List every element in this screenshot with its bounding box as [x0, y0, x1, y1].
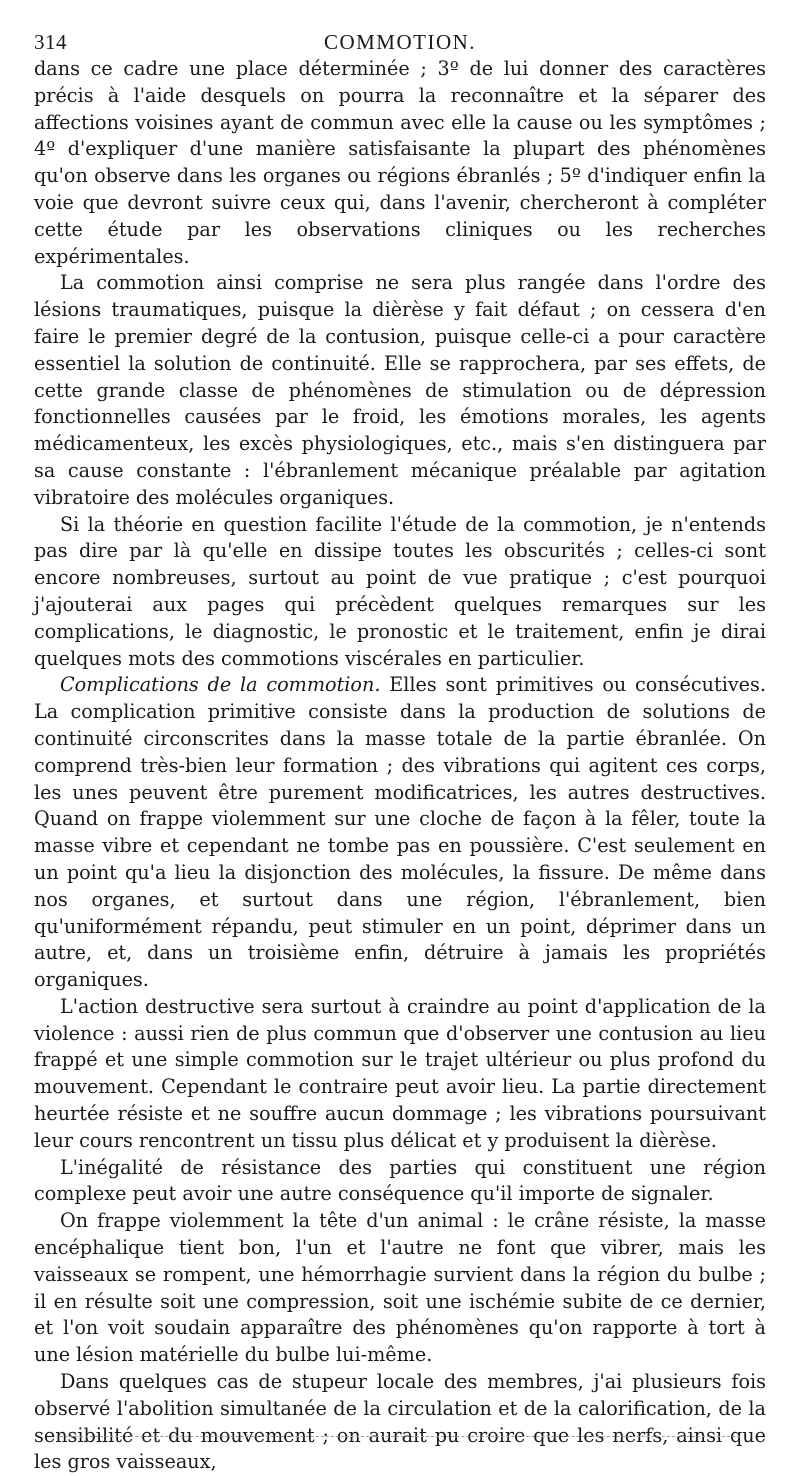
paragraph-text: On frappe violemment la tête d'un animal : le crâne résiste, la masse encéphalique tient bon, l'un et l'autre ne font que vibrer, mais les vaisseaux se rompent, une hémorrhagie survient dans la région du bulbe ; il en résulte soit une compression, soit une ischémie subite de ce dernier, et l'on voit soudain apparaître des phénomènes qu'on rapporte à tort à une lésion matérielle du bulbe lui-même. — [34, 1209, 766, 1367]
page-number: 314 — [34, 30, 67, 54]
paragraph-text: L'action destructive sera surtout à craindre au point d'application de la violence : aussi rien de plus commun que d'observer une contusion au lieu frappé et une simple commotion sur le trajet ultérieur ou plus profond du mouvement. Cependant le contraire peut avoir lieu. La partie directement heurtée résiste et ne souffre aucun dommage ; les vibrations poursuivant leur cours rencontrent un tissu plus délicat et y produisent la dièrèse. — [34, 994, 766, 1152]
paragraph — [34, 1155, 766, 1209]
paragraph-text: dans ce cadre une place déterminée ; 3º de lui donner des caractères précis à l'aide desquels on pourra la reconnaître et la séparer des affections voisines ayant de commun avec elle la cause ou les symptômes ; 4º d'expliquer d'une manière satisfaisante la plupart des phénomènes qu'on observe dans les organes ou régions ébranlés ; 5º d'indiquer enfin la voie que devront suivre ceux qui, dans l'avenir, chercheront à compléter cette étude par les observations cliniques ou les recherches expérimentales. — [34, 57, 766, 268]
bottom-rule — [60, 1436, 740, 1437]
running-title: COMMOTION. — [323, 30, 477, 54]
running-head — [34, 22, 766, 56]
body-text — [34, 56, 766, 1476]
paragraph-text: Si la théorie en question facilite l'étude de la commotion, je n'entends pas dire par là qu'elle en dissipe toutes les obscurités ; celles-ci sont encore nombreuses, surtout au point de vue pratique ; c'est pourquoi j'ajouterai aux pages qui précèdent quelques remarques sur les complications, le diagnostic, le pronostic et le traitement, enfin je dirai quelques mots des commotions viscérales en particulier. — [34, 512, 766, 670]
paragraph — [34, 512, 766, 673]
paragraph-text: La commotion ainsi comprise ne sera plus rangée dans l'ordre des lésions traumatiques, puisque la dièrèse y fait défaut ; on cessera d'en faire le premier degré de la contusion, puisque celle-ci a pour caractère essentiel la solution de continuité. Elle se rapprochera, par ses effets, de cette grande classe de phénomènes de stimulation ou de dépression fonctionnelles causées par le froid, les émotions morales, les agents médicamenteux, les excès physiologiques, etc., mais s'en distinguera par sa cause constante : l'ébranlement mécanique préalable par agitation vibratoire des molécules organiques. — [34, 271, 766, 509]
paragraph — [34, 1208, 766, 1369]
paragraph-text: Dans quelques cas de stupeur locale des membres, j'ai plusieurs fois observé l'abolition simultanée de la circulation et de la calorification, de la sensibilité et du mouvement ; on aurait pu croire que les nerfs, ainsi que les gros vaisseaux, — [34, 1370, 766, 1474]
section-heading-italic: Complications de la commotion. — [60, 673, 381, 697]
paragraph — [34, 994, 766, 1155]
paragraph — [34, 672, 766, 994]
paragraph-text: L'inégalité de résistance des parties qui constituent une région complexe peut avoir une autre conséquence qu'il importe de signaler. — [34, 1155, 766, 1206]
paragraph — [34, 270, 766, 511]
paragraph — [34, 56, 766, 270]
paragraph — [34, 1369, 766, 1476]
paragraph-text: Elles sont primitives ou consécutives. La complication primitive consiste dans la production de solutions de continuité circonscrites dans la masse totale de la partie ébranlée. On comprend très-bien leur formation ; des vibrations qui agitent ces corps, les unes peuvent être purement modificatrices, les autres destructives. Quand on frappe violemment sur une cloche de façon à la fêler, toute la masse vibre et cependant ne tombe pas en poussière. C'est seulement en un point qu'a lieu la disjonction des molécules, la fissure. De même dans nos organes, et surtout dans une région, l'ébranlement, bien qu'uniformément répandu, peut stimuler en un point, déprimer dans un autre, et, dans un troisième enfin, détruire à jamais les propriétés organiques. — [34, 673, 766, 992]
